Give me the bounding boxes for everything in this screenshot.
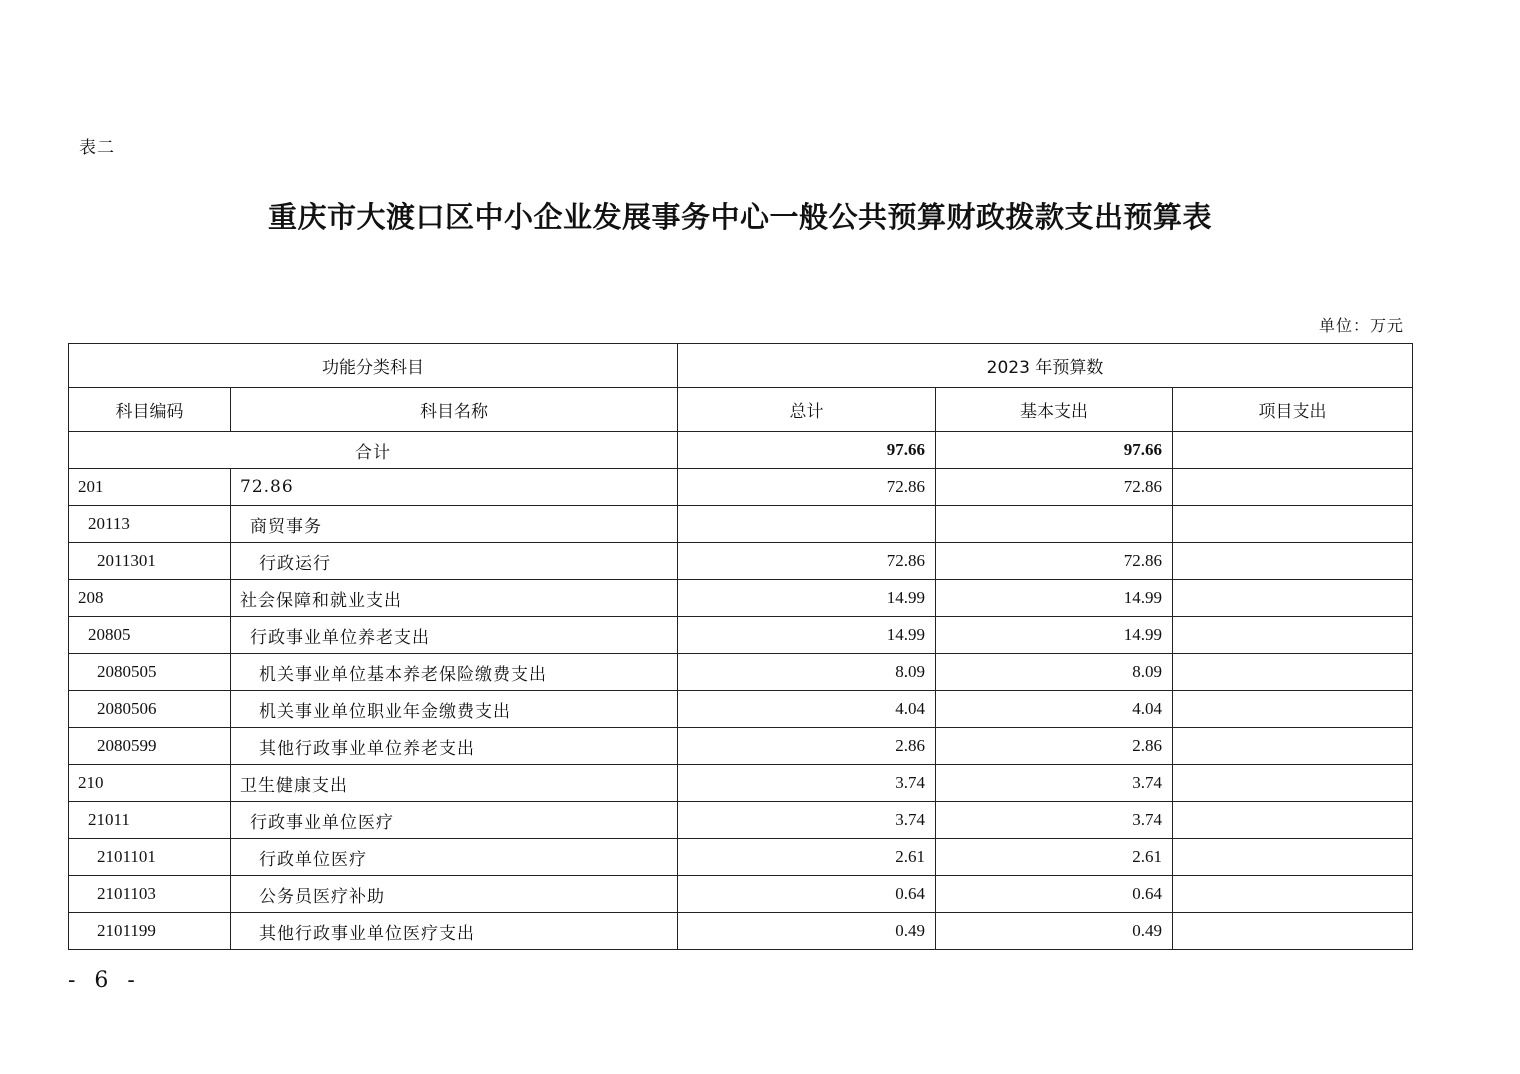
row-total: 0.49	[678, 913, 936, 950]
row-project	[1173, 617, 1413, 654]
header-name: 科目名称	[231, 388, 678, 432]
row-name: 机关事业单位职业年金缴费支出	[231, 691, 678, 728]
row-basic: 14.99	[936, 617, 1173, 654]
row-total: 3.74	[678, 802, 936, 839]
table-row	[69, 469, 1413, 506]
table-row	[69, 765, 1413, 802]
row-code: 2011301	[69, 543, 231, 580]
row-code: 201	[69, 469, 231, 506]
table-row	[69, 728, 1413, 765]
row-total	[678, 506, 936, 543]
row-name: 其他行政事业单位养老支出	[231, 728, 678, 765]
row-basic: 0.49	[936, 913, 1173, 950]
summary-total: 97.66	[678, 432, 936, 469]
row-total: 72.86	[678, 469, 936, 506]
unit-label: 单位：万元	[1318, 316, 1404, 335]
row-project	[1173, 876, 1413, 913]
row-name: 行政事业单位医疗	[231, 802, 678, 839]
page-number: - 6 -	[68, 968, 141, 993]
row-total: 14.99	[678, 617, 936, 654]
table-row	[69, 543, 1413, 580]
table-row	[69, 913, 1413, 950]
row-basic: 14.99	[936, 580, 1173, 617]
document-title: 重庆市大渡口区中小企业发展事务中心一般公共预算财政拨款支出预算表	[267, 200, 1212, 234]
table-row	[69, 580, 1413, 617]
row-name: 社会保障和就业支出	[231, 580, 678, 617]
row-code: 2080599	[69, 728, 231, 765]
budget-table	[68, 343, 1413, 950]
row-code: 21011	[69, 802, 231, 839]
table-row	[69, 839, 1413, 876]
row-name: 商贸事务	[231, 506, 678, 543]
row-name: 行政运行	[231, 543, 678, 580]
header-total: 总计	[678, 388, 936, 432]
table-row	[69, 802, 1413, 839]
row-project	[1173, 543, 1413, 580]
row-name: 其他行政事业单位医疗支出	[231, 913, 678, 950]
header-budget-year: 2023 年预算数	[678, 344, 1413, 388]
row-name: 卫生健康支出	[231, 765, 678, 802]
row-name: 行政事业单位养老支出	[231, 617, 678, 654]
row-name: 行政单位医疗	[231, 839, 678, 876]
row-project	[1173, 802, 1413, 839]
table-row	[69, 876, 1413, 913]
row-basic: 72.86	[936, 469, 1173, 506]
header-basic: 基本支出	[936, 388, 1173, 432]
row-basic: 3.74	[936, 765, 1173, 802]
row-project	[1173, 728, 1413, 765]
row-total: 3.74	[678, 765, 936, 802]
row-basic: 72.86	[936, 543, 1173, 580]
group-header-row	[69, 344, 1413, 388]
table-row	[69, 506, 1413, 543]
row-total: 4.04	[678, 691, 936, 728]
row-total: 72.86	[678, 543, 936, 580]
row-name: 72.86	[231, 469, 678, 506]
row-project	[1173, 469, 1413, 506]
row-code: 2080506	[69, 691, 231, 728]
column-header-row	[69, 388, 1413, 432]
row-basic	[936, 506, 1173, 543]
row-project	[1173, 913, 1413, 950]
row-total: 2.86	[678, 728, 936, 765]
row-project	[1173, 654, 1413, 691]
row-total: 2.61	[678, 839, 936, 876]
header-project: 项目支出	[1173, 388, 1413, 432]
row-name: 机关事业单位基本养老保险缴费支出	[231, 654, 678, 691]
table-row	[69, 654, 1413, 691]
table-row	[69, 691, 1413, 728]
row-basic: 0.64	[936, 876, 1173, 913]
row-basic: 3.74	[936, 802, 1173, 839]
row-code: 20113	[69, 506, 231, 543]
row-total: 14.99	[678, 580, 936, 617]
row-project	[1173, 691, 1413, 728]
summary-project	[1173, 432, 1413, 469]
row-code: 2101101	[69, 839, 231, 876]
row-project	[1173, 506, 1413, 543]
row-project	[1173, 839, 1413, 876]
row-total: 0.64	[678, 876, 936, 913]
summary-row	[69, 432, 1413, 469]
row-basic: 8.09	[936, 654, 1173, 691]
row-code: 210	[69, 765, 231, 802]
header-code: 科目编码	[69, 388, 231, 432]
row-code: 208	[69, 580, 231, 617]
row-project	[1173, 765, 1413, 802]
row-code: 2101199	[69, 913, 231, 950]
row-code: 20805	[69, 617, 231, 654]
row-project	[1173, 580, 1413, 617]
row-code: 2101103	[69, 876, 231, 913]
table-row	[69, 617, 1413, 654]
row-code: 2080505	[69, 654, 231, 691]
row-basic: 2.86	[936, 728, 1173, 765]
row-basic: 4.04	[936, 691, 1173, 728]
row-basic: 2.61	[936, 839, 1173, 876]
row-name: 公务员医疗补助	[231, 876, 678, 913]
summary-basic: 97.66	[936, 432, 1173, 469]
table-label: 表二	[79, 138, 115, 158]
row-total: 8.09	[678, 654, 936, 691]
header-classification: 功能分类科目	[69, 344, 678, 388]
summary-label: 合计	[69, 432, 678, 469]
